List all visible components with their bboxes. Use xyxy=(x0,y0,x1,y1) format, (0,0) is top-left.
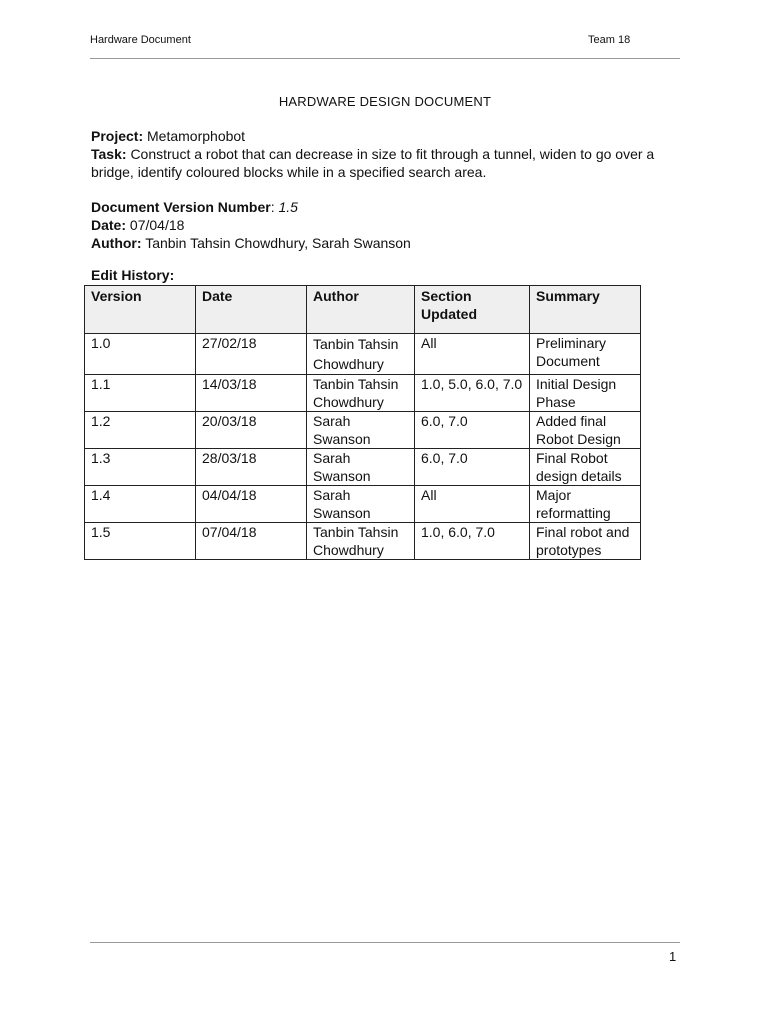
cell-section: 6.0, 7.0 xyxy=(415,449,530,486)
project-block xyxy=(91,127,661,181)
edit-history-label: Edit History: xyxy=(91,267,175,283)
cell-date: 07/04/18 xyxy=(196,523,307,560)
page-header xyxy=(90,34,680,59)
page-number: 1 xyxy=(669,949,677,964)
cell-author: Sarah Swanson xyxy=(307,412,415,449)
column-header-section-updated: Section Updated xyxy=(415,286,530,334)
document-title: HARDWARE DESIGN DOCUMENT xyxy=(278,94,492,109)
version-block xyxy=(91,198,661,252)
table-row xyxy=(85,412,641,449)
column-header-date: Date xyxy=(196,286,307,334)
date-line xyxy=(91,216,661,234)
table-row xyxy=(85,523,641,560)
doc-version-value: 1.5 xyxy=(278,199,298,215)
task-value: Construct a robot that can decrease in size to fit through a tunnel, widen to go over a bridge, identify coloured blocks while in a specified search area. xyxy=(91,146,655,180)
cell-version: 1.2 xyxy=(85,412,196,449)
project-line xyxy=(91,127,661,145)
cell-section: All xyxy=(415,486,530,523)
cell-section: 6.0, 7.0 xyxy=(415,412,530,449)
cell-author: Tanbin Tahsin Chowdhury xyxy=(307,375,415,412)
cell-author: Sarah Swanson xyxy=(307,449,415,486)
cell-version: 1.0 xyxy=(85,334,196,375)
cell-date: 28/03/18 xyxy=(196,449,307,486)
date-value: 07/04/18 xyxy=(129,217,185,233)
project-value: Metamorphobot xyxy=(147,128,246,144)
table-header-row xyxy=(85,286,641,334)
cell-date: 04/04/18 xyxy=(196,486,307,523)
cell-date: 14/03/18 xyxy=(196,375,307,412)
cell-version: 1.4 xyxy=(85,486,196,523)
page-footer-rule xyxy=(90,942,680,943)
doc-version-line: Document Version Number: 1.5 xyxy=(91,199,298,215)
cell-author: Tanbin Tahsin Chowdhury xyxy=(307,523,415,560)
task-label: Task: xyxy=(91,146,127,162)
task-line xyxy=(91,145,661,181)
edit-history-table xyxy=(84,285,641,560)
cell-author: Sarah Swanson xyxy=(307,486,415,523)
header-doc-name: Hardware Document xyxy=(90,34,191,46)
table-row xyxy=(85,334,641,375)
column-header-version: Version xyxy=(85,286,196,334)
cell-date: 27/02/18 xyxy=(196,334,307,375)
author-value: Tanbin Tahsin Chowdhury, Sarah Swanson xyxy=(145,235,411,251)
cell-summary: Added final Robot Design xyxy=(530,412,641,449)
author-line xyxy=(91,234,661,252)
table-row xyxy=(85,449,641,486)
table-row xyxy=(85,486,641,523)
cell-summary: Preliminary Document xyxy=(530,334,641,375)
doc-version-label: Document Version Number xyxy=(91,199,271,215)
cell-summary: Final Robot design details xyxy=(530,449,641,486)
cell-author: Tanbin Tahsin Chowdhury xyxy=(307,334,415,375)
cell-summary: Major reformatting xyxy=(530,486,641,523)
date-label: Date: xyxy=(91,217,127,233)
table-row xyxy=(85,375,641,412)
author-label: Author: xyxy=(91,235,142,251)
column-header-summary: Summary xyxy=(530,286,641,334)
cell-section: 1.0, 6.0, 7.0 xyxy=(415,523,530,560)
column-header-author: Author xyxy=(307,286,415,334)
cell-section: 1.0, 5.0, 6.0, 7.0 xyxy=(415,375,530,412)
cell-version: 1.1 xyxy=(85,375,196,412)
header-team: Team 18 xyxy=(588,34,631,46)
cell-version: 1.3 xyxy=(85,449,196,486)
cell-version: 1.5 xyxy=(85,523,196,560)
cell-section: All xyxy=(415,334,530,375)
project-label: Project: xyxy=(91,128,144,144)
cell-date: 20/03/18 xyxy=(196,412,307,449)
cell-summary: Final robot and prototypes xyxy=(530,523,641,560)
cell-summary: Initial Design Phase xyxy=(530,375,641,412)
